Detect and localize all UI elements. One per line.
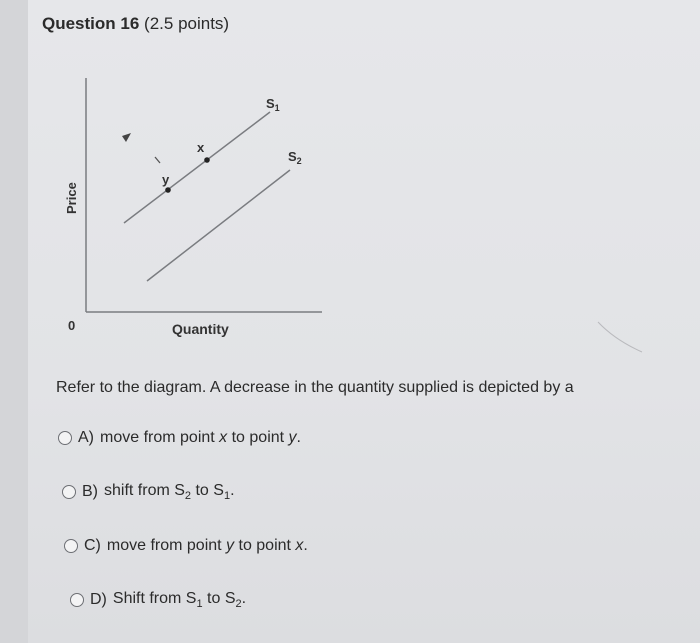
option-b[interactable] [62,482,235,502]
option-c-letter: C) [84,537,101,554]
origin-label: 0 [68,318,76,333]
option-c[interactable] [64,537,308,555]
s1-label: $S_1$ [266,96,280,113]
radio-c[interactable] [64,539,78,553]
x-axis-label: Quantity [172,321,229,337]
question-number: Question 16 [42,14,140,33]
point-y-dot [165,187,171,193]
option-a-letter: A) [78,429,94,446]
point-x-label: x [197,140,205,155]
arrow-mark-icon [122,133,131,142]
y-axis-label: Price [64,182,79,214]
s2-label: $S_2$ [288,149,302,166]
option-d[interactable] [70,590,246,610]
radio-a[interactable] [58,431,72,445]
option-d-letter: D) [90,591,107,609]
option-c-text: move from point y to point x. [106,537,308,554]
radio-b[interactable] [62,485,76,499]
option-a[interactable] [58,429,301,447]
option-a-text: move from point x to point y. [100,429,301,446]
pencil-mark [598,322,642,352]
option-b-text: shift from $S_2$ to $S_1$. [104,482,235,503]
arrow-mark-small-icon [155,157,160,163]
radio-d[interactable] [70,593,84,607]
supply-curve-s1 [124,112,270,223]
option-b-letter: B) [82,483,98,501]
point-y-label: y [162,172,170,187]
question-prompt: Refer to the diagram. A decrease in the quantity supplied is depicted by a [56,379,574,396]
question-points: (2.5 points) [144,14,230,33]
point-x-dot [204,157,210,163]
option-d-text: Shift from $S_1$ to $S_2$. [112,590,247,611]
